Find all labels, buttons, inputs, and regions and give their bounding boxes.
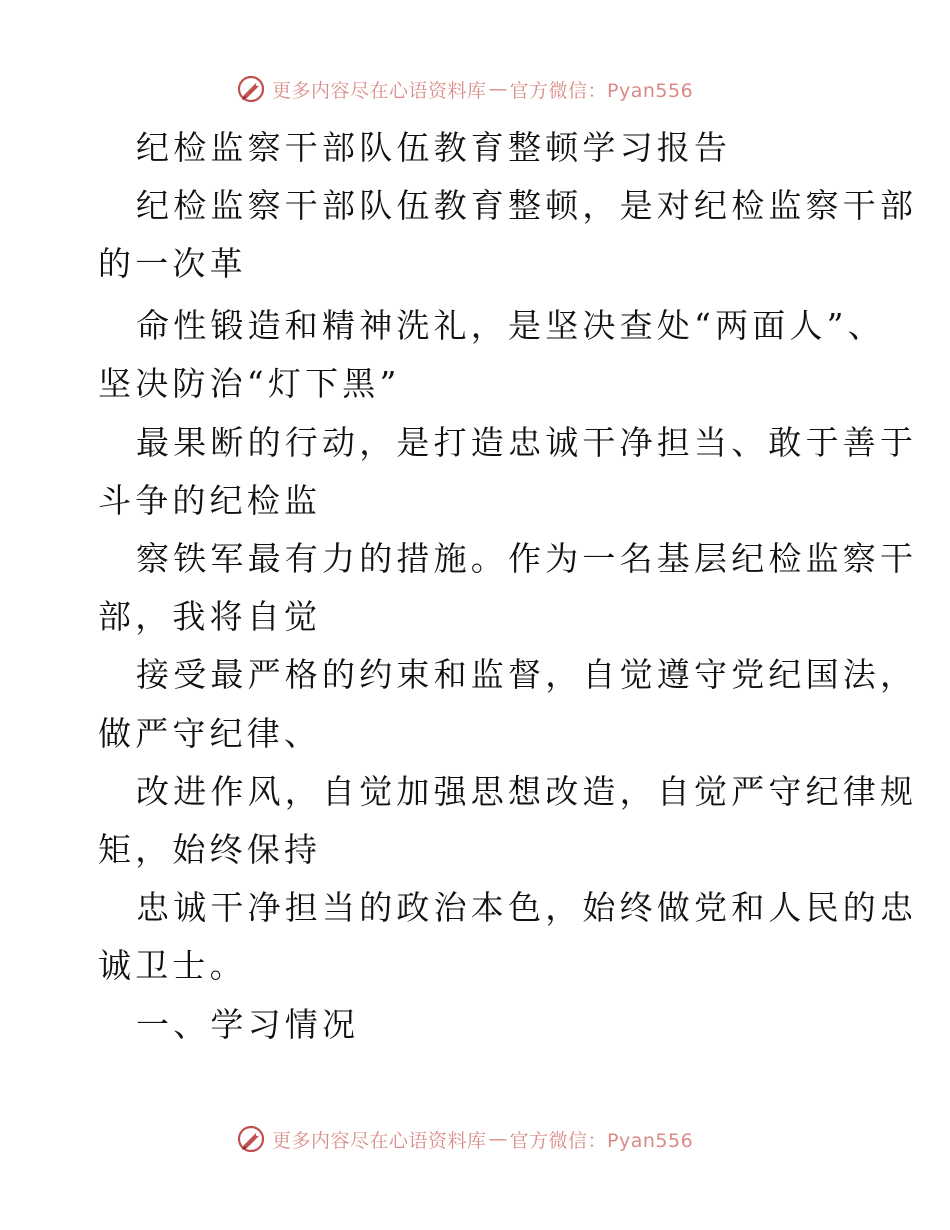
paragraph-line: 命性锻造和精神洗礼，是坚决查处“两面人”、 <box>136 306 885 345</box>
watermark-separator: — <box>488 1128 508 1150</box>
paragraph-line: 的一次革 <box>98 244 247 283</box>
watermark-text: 更多内容尽在心语资料库 <box>272 1129 487 1152</box>
logo-pen-icon <box>236 74 266 104</box>
section-heading: 一、学习情况 <box>136 1005 360 1044</box>
watermark-wechat: 官方微信：Pyan556 <box>509 79 694 102</box>
paragraph-line: 忠诚干净担当的政治本色，始终做党和人民的忠 <box>136 888 918 927</box>
paragraph-line: 斗争的纪检监 <box>98 481 322 520</box>
paragraph-line: 做严守纪律、 <box>98 714 322 753</box>
document-title: 纪检监察干部队伍教育整顿学习报告 <box>136 128 732 167</box>
footer-watermark <box>236 1124 693 1154</box>
watermark-separator: — <box>488 78 508 100</box>
paragraph-line: 纪检监察干部队伍教育整顿，是对纪检监察干部 <box>136 186 918 225</box>
paragraph-line: 矩，始终保持 <box>98 830 322 869</box>
header-watermark <box>236 74 693 104</box>
watermark-text: 更多内容尽在心语资料库 <box>272 79 487 102</box>
paragraph-line: 最果断的行动，是打造忠诚干净担当、敢于善于 <box>136 423 918 462</box>
paragraph-line: 诚卫士。 <box>98 946 247 985</box>
paragraph-line: 坚决防治“灯下黑” <box>98 364 401 403</box>
paragraph-line: 接受最严格的约束和监督，自觉遵守党纪国法， <box>136 655 918 694</box>
paragraph-line: 改进作风，自觉加强思想改造，自觉严守纪律规 <box>136 772 918 811</box>
logo-pen-icon <box>236 1124 266 1154</box>
paragraph-line: 部，我将自觉 <box>98 597 322 636</box>
watermark-wechat: 官方微信：Pyan556 <box>509 1129 694 1152</box>
paragraph-line: 察铁军最有力的措施。作为一名基层纪检监察干 <box>136 539 918 578</box>
